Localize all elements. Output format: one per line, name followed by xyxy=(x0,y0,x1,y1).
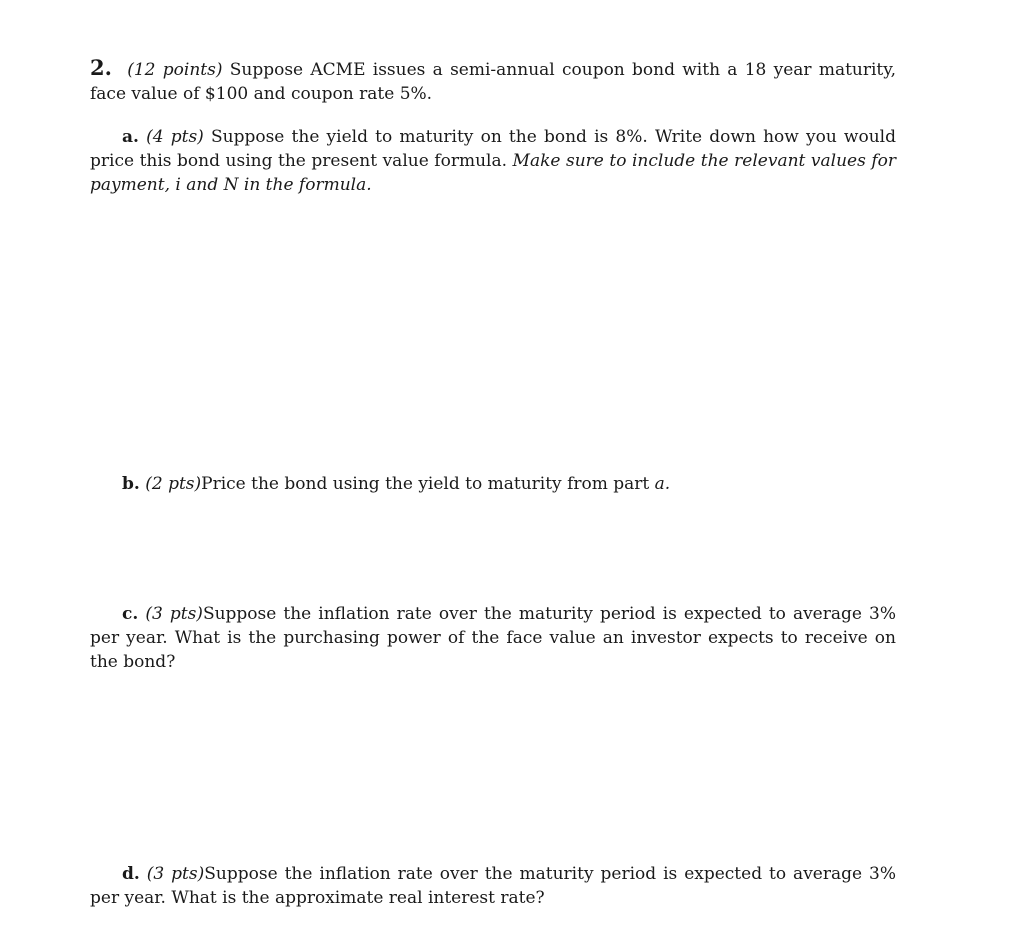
question-number: 2. xyxy=(90,55,112,80)
part-a-points: (4 pts) xyxy=(146,127,204,147)
part-a-text: Suppose the yield to maturity on the bond is 8%. Write down how you would price this bond using the present value formula. xyxy=(90,127,896,171)
part-a-emphasis: Make sure to include the relevant values for payment, i and N in the formula. xyxy=(90,151,897,195)
part-c-text: Suppose the inflation rate over the maturity period is expected to average 3% per year. What is the purchasing power of the face value an investor expects to receive on the bond? xyxy=(90,604,896,672)
part-a xyxy=(90,125,896,197)
part-b-text: Price the bond using the yield to maturity from part xyxy=(201,474,650,494)
question-2-prompt xyxy=(90,56,896,106)
part-c-points: (3 pts) xyxy=(145,604,203,624)
part-b xyxy=(90,472,896,496)
part-d-label: d. xyxy=(122,864,140,884)
part-b-label: b. xyxy=(122,474,140,494)
part-c-label: c. xyxy=(122,604,139,624)
question-points: (12 points) xyxy=(127,60,223,80)
question-text: Suppose ACME issues a semi-annual coupon bond with a 18 year maturity, face value of $100 and coupon rate 5%. xyxy=(90,60,896,104)
part-d-text: Suppose the inflation rate over the maturity period is expected to average 3% per year. What is the approximate real interest rate? xyxy=(90,864,896,908)
part-d-points: (3 pts) xyxy=(146,864,205,884)
part-a-label: a. xyxy=(122,127,139,147)
part-d xyxy=(90,862,896,910)
part-b-ref: a. xyxy=(654,474,671,494)
part-b-points: (2 pts) xyxy=(145,474,202,494)
part-c xyxy=(90,602,896,674)
